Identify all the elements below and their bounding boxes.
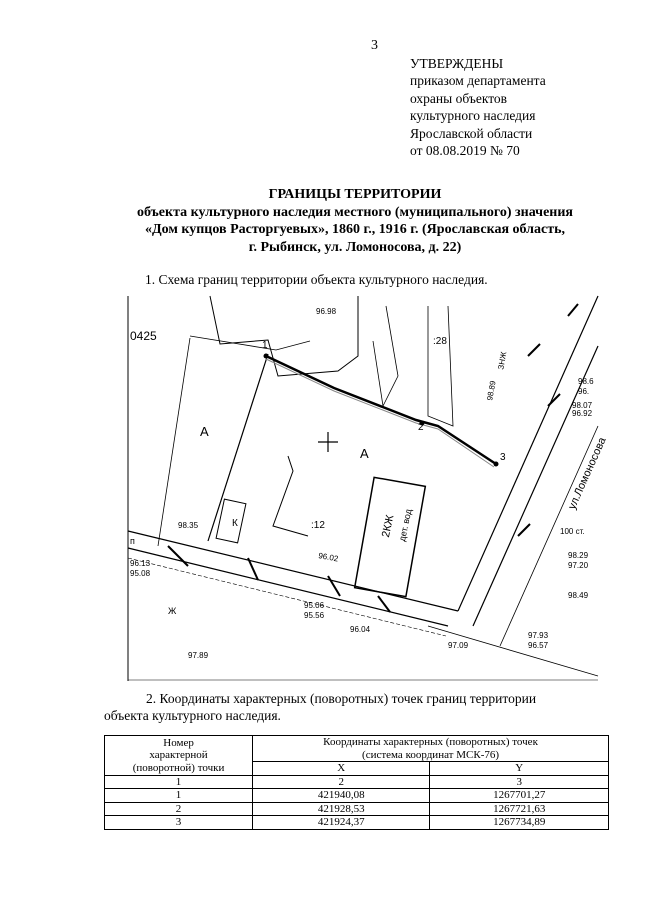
parcel-outline	[428, 306, 453, 426]
map-label: 3	[500, 452, 506, 463]
header-point	[105, 736, 253, 776]
parcel-outline	[373, 306, 398, 406]
table-row	[105, 816, 609, 830]
boundary-map	[128, 296, 609, 681]
approval-block	[410, 55, 546, 159]
coord-y: 1267701,27	[430, 789, 609, 803]
section2-heading-line: 2. Координаты характерных (поворотных) точек границ территории	[146, 691, 537, 706]
coord-y: 1267721,63	[430, 802, 609, 816]
parcel-outline	[190, 336, 310, 350]
coord-y: 1267734,89	[430, 816, 609, 830]
table-row	[105, 789, 609, 803]
approval-line: Ярославской области	[410, 125, 533, 141]
map-label: Ж	[168, 606, 177, 616]
map-label: 97.89	[188, 651, 209, 660]
map-label: 95.08	[130, 569, 151, 578]
document-title	[60, 186, 650, 256]
parcel-outline	[158, 338, 190, 546]
approval-line: культурного наследия	[410, 108, 536, 124]
map-label: 96.92	[572, 409, 593, 418]
map-label: 2	[418, 422, 424, 433]
point-number: 3	[105, 816, 253, 830]
map-label: 100 ст.	[560, 527, 585, 536]
map-label: 96.13	[130, 559, 151, 568]
header-coords-line: (система координат МСК-76)	[362, 748, 500, 761]
map-label: 96.57	[528, 641, 549, 650]
map-label: п	[130, 536, 135, 546]
turning-point-1	[264, 354, 269, 359]
map-label: К	[232, 518, 238, 529]
heritage-boundary	[266, 356, 496, 464]
map-label: 95.06	[304, 601, 325, 610]
column-number: 3	[430, 775, 609, 789]
map-label: 98.07	[572, 401, 593, 410]
section2-heading	[104, 690, 610, 724]
map-label: 96.02	[317, 551, 339, 564]
point-number: 1	[105, 789, 253, 803]
title-line: «Дом купцов Расторгуевых», 1860 г., 1916 г. (Ярославская область,	[144, 222, 566, 238]
map-label: 95.56	[304, 611, 325, 620]
map-label: 97.20	[568, 561, 589, 570]
section2-heading-line: объекта культурного наследия.	[104, 708, 281, 723]
coord-x: 421924,37	[253, 816, 430, 830]
header-point-line: (поворотной) точки	[132, 761, 225, 774]
map-label: :28	[433, 336, 447, 347]
table-row	[105, 802, 609, 816]
map-label: 98.6	[578, 377, 594, 386]
coord-x: 421940,08	[253, 789, 430, 803]
header-y: Y	[430, 762, 609, 776]
map-label: 98.49	[568, 591, 589, 600]
map-label: 2КЖ	[379, 513, 397, 539]
point-number: 2	[105, 802, 253, 816]
map-label: 0425	[130, 329, 157, 343]
map-label: ул.Ломоносова	[566, 435, 609, 512]
approval-line: УТВЕРЖДЕНЫ	[410, 56, 504, 71]
street-edge	[428, 626, 598, 676]
map-label: 97.09	[448, 641, 469, 650]
street-edge	[128, 531, 458, 611]
approval-line: охраны объектов	[410, 90, 508, 106]
section1-heading: 1. Схема границ территории объекта культурного наследия.	[145, 272, 488, 287]
table-numbering-row	[105, 775, 609, 789]
header-point-line: Номер	[163, 736, 194, 749]
title-line: объекта культурного наследия местного (муниципального) значения	[136, 204, 573, 220]
map-label: 97.93	[528, 631, 549, 640]
map-label: ЗНЖ	[496, 350, 509, 371]
map-label: 98.29	[568, 551, 589, 560]
map-label: 98.89	[485, 379, 498, 402]
page-number: 3	[371, 38, 378, 53]
title-line: ГРАНИЦЫ ТЕРРИТОРИИ	[268, 187, 442, 202]
map-label: дет. вод	[396, 508, 414, 543]
column-number: 1	[105, 775, 253, 789]
map-label: :12	[311, 520, 325, 531]
header-coords-line: Координаты характерных (поворотных) точек	[323, 736, 538, 748]
header-point-line: характерной	[149, 749, 208, 761]
map-label: 96.98	[316, 307, 337, 316]
map-label: 96.04	[350, 625, 371, 634]
parcel-outline	[273, 456, 308, 536]
table-header-row	[105, 736, 609, 762]
title-line: г. Рыбинск, ул. Ломоносова, д. 22)	[248, 239, 462, 255]
approval-line: приказом департамента	[410, 73, 546, 89]
parcel-outline	[208, 354, 268, 541]
header-x: X	[253, 762, 430, 776]
approval-line: от 08.08.2019 № 70	[410, 143, 520, 159]
map-label: А	[360, 446, 369, 461]
heritage-boundary-inner	[266, 359, 494, 467]
map-label: 1	[262, 340, 268, 351]
map-label: 98.35	[178, 521, 199, 530]
header-coords	[253, 736, 609, 762]
building-k	[216, 499, 246, 543]
column-number: 2	[253, 775, 430, 789]
turning-point-3	[494, 462, 499, 467]
coordinates-table	[104, 735, 609, 830]
street-edge	[500, 426, 598, 646]
coord-x: 421928,53	[253, 802, 430, 816]
map-label: 96.	[578, 387, 590, 396]
map-label: А	[200, 424, 209, 439]
